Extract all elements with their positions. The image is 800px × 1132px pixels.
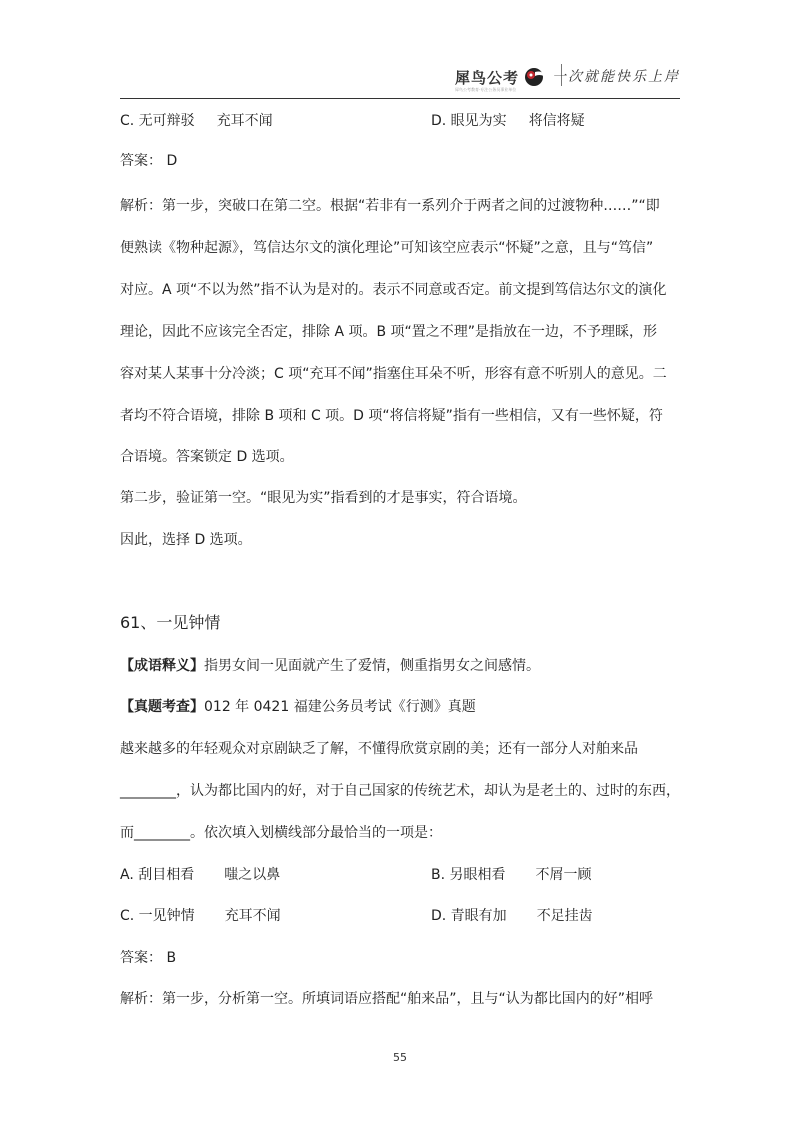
exam-source [120,697,476,717]
analysis-line: 合语境。答案锁定 D 选项。 [120,449,294,465]
option-label: B. 另眼相看 [431,867,506,883]
prev-answer: 答案： D [120,153,178,169]
analysis-line: 对应。A 项“不以为然”指不认为是对的。表示不同意或否定。前文提到笃信达尔文的演化 [120,282,667,298]
option-a [120,865,280,885]
analysis-line: 容对某人某事十分冷淡；C 项“充耳不闻”指塞住耳朵不听，形容有意不听别人的意见。二 [120,366,667,382]
option-d [431,906,593,926]
option-word: 不屑一顾 [535,867,592,883]
option-label: D. 眼见为实 [431,113,507,129]
page-number: 55 [393,1051,407,1064]
option-label: C. 一见钟情 [120,908,195,924]
exam-label: 【真题考查】 [120,699,204,715]
analysis-line: 解析：第一步，突破口在第二空。根据“若非有一系列介于两者之间的过渡物种……”“即 [120,198,660,214]
exam-text: 012 年 0421 福建公务员考试《行测》真题 [204,699,476,715]
analysis-step2: 第二步，验证第一空。“眼见为实”指看到的才是事实，符合语境。 [120,490,527,506]
option-word: 不足挂齿 [536,908,593,924]
option-c [120,906,281,926]
entry-title: 61、一见钟情 [120,613,221,632]
header-rule [120,98,680,99]
idiom-meaning [120,656,540,676]
logo [454,66,545,92]
meaning-text: 指男女间一见面就产生了爱情，侧重指男女之间感情。 [204,658,540,674]
logo-text: 犀鸟公考 [454,68,519,87]
question-line: ________，认为都比国内的好，对于自己国家的传统艺术，却认为是老土的、过时的东西， [120,783,680,799]
option-word: 将信将疑 [528,113,585,129]
option-word: 充耳不闻 [216,113,273,129]
meaning-label: 【成语释义】 [120,658,204,674]
analysis-line: 理论，因此不应该完全否定，排除 A 项。B 项“置之不理”是指放在一边，不予理睬，形 [120,324,658,340]
option-label: A. 刮目相看 [120,867,195,883]
option-label: D. 青眼有加 [431,908,507,924]
logo-subtitle: 犀鸟公考教育·专注公务员事业单位 [454,86,517,92]
entry-answer: 答案： B [120,950,177,966]
option-word: 嗤之以鼻 [224,867,281,883]
page-header [120,58,680,98]
analysis-line: 便熟读《物种起源》，笃信达尔文的演化理论”可知该空应表示“怀疑”之意，且与“笃信” [120,240,654,256]
option-b [431,865,592,885]
question-line: 越来越多的年轻观众对京剧缺乏了解，不懂得欣赏京剧的美；还有一部分人对舶来品 [120,741,638,757]
hornbill-logo-icon [523,66,545,88]
option-word: 充耳不闻 [224,908,281,924]
analysis-conclusion: 因此，选择 D 选项。 [120,532,252,548]
question-line: 而________。依次填入划横线部分最恰当的一项是： [120,825,442,841]
analysis-line: 者均不符合语境，排除 B 项和 C 项。D 项“将信将疑”指有一些相信，又有一些怀疑，符 [120,408,663,424]
entry-analysis: 解析：第一步，分析第一空。所填词语应搭配“舶来品”，且与“认为都比国内的好”相呼 [120,991,654,1007]
prev-option-d [431,111,585,131]
header-slogan: 一次就能快乐上岸 [552,69,680,85]
prev-option-c [120,111,273,131]
option-label: C. 无可辩驳 [120,113,195,129]
